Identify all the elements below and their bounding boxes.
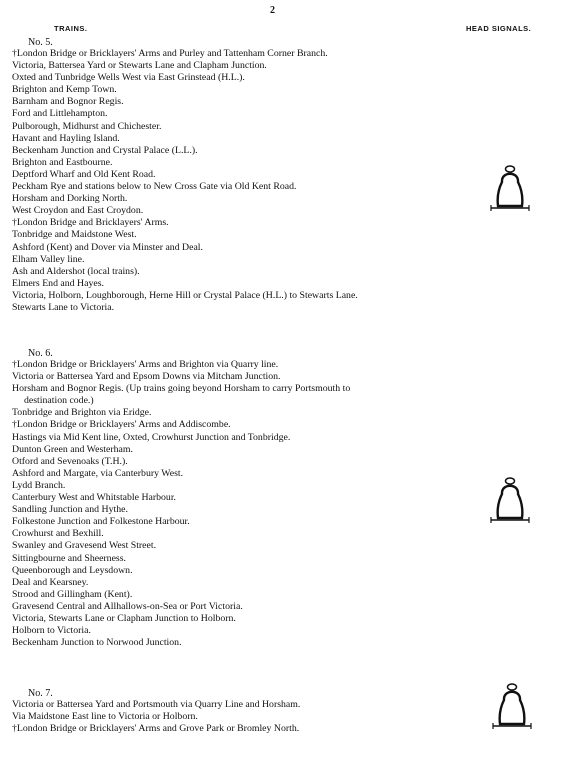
train-line: Strood and Gillingham (Kent).: [12, 588, 133, 600]
train-line: Victoria, Stewarts Lane or Clapham Junction to Holborn.: [12, 612, 236, 624]
train-line: Gravesend Central and Allhallows-on-Sea or Port Victoria.: [12, 600, 243, 612]
train-line: Via Maidstone East line to Victoria or Holborn.: [12, 711, 198, 723]
train-line: Elmers End and Hayes.: [12, 277, 104, 289]
train-line: Brighton and Kemp Town.: [12, 84, 117, 96]
train-line: Ash and Aldershot (local trains).: [12, 265, 140, 277]
train-line: Brighton and Eastbourne.: [12, 156, 113, 168]
train-line: Ashford (Kent) and Dover via Minster and Deal.: [12, 241, 203, 253]
train-line: Elham Valley line.: [12, 253, 85, 265]
train-line: Ford and Littlehampton.: [12, 108, 108, 120]
train-line: Pulborough, Midhurst and Chichester.: [12, 120, 162, 132]
train-line: Beckenham Junction and Crystal Palace (L.L.).: [12, 144, 198, 156]
train-line: Victoria or Battersea Yard and Epsom Downs via Mitcham Junction.: [12, 371, 281, 383]
train-line: West Croydon and East Croydon.: [12, 205, 144, 217]
train-line: Folkestone Junction and Folkestone Harbour.: [12, 516, 190, 528]
train-line: Tonbridge and Maidstone West.: [12, 229, 137, 241]
section-title: No. 7.: [28, 688, 53, 699]
train-line: Swanley and Gravesend West Street.: [12, 540, 157, 552]
trains-column-header: TRAINS.: [54, 24, 88, 33]
train-line: Stewarts Lane to Victoria.: [12, 301, 115, 313]
section-no-6: [12, 348, 482, 649]
train-line: Oxted and Tunbridge Wells West via East Grinstead (H.L.).: [12, 72, 245, 84]
head-signals-column-header: HEAD SIGNALS.: [466, 24, 532, 33]
train-line: Lydd Branch.: [12, 479, 66, 491]
train-line: Hastings via Mid Kent line, Oxted, Crowhurst Junction and Tonbridge.: [12, 431, 291, 443]
train-line: Deal and Kearsney.: [12, 576, 89, 588]
section-title: No. 5.: [28, 37, 53, 48]
train-line: Ashford and Margate, via Canterbury West.: [12, 467, 184, 479]
train-line: Barnham and Bognor Regis.: [12, 96, 124, 108]
train-line: †London Bridge or Bricklayers' Arms and Brighton via Quarry line.: [12, 359, 279, 370]
train-line: Horsham and Dorking North.: [12, 193, 128, 205]
train-line: Peckham Rye and stations below to New Cross Gate via Old Kent Road.: [12, 181, 297, 193]
train-list: [12, 48, 482, 314]
train-line: †London Bridge or Bricklayers' Arms and Purley and Tattenham Corner Branch.: [12, 48, 328, 59]
train-line-continuation: destination code.): [24, 395, 94, 407]
train-line: Tonbridge and Brighton via Eridge.: [12, 407, 152, 419]
train-line: Victoria or Battersea Yard and Portsmouth via Quarry Line and Horsham.: [12, 699, 301, 710]
train-line: Sittingbourne and Sheerness.: [12, 552, 127, 564]
train-line: Sandling Junction and Hythe.: [12, 504, 128, 516]
section-no-5: [12, 37, 482, 314]
train-line: Canterbury West and Whitstable Harbour.: [12, 492, 176, 504]
train-line: Beckenham Junction to Norwood Junction.: [12, 637, 182, 649]
head-signal-lamp-icon-no-7: [490, 680, 534, 742]
section-title: No. 6.: [28, 348, 53, 359]
train-line: Crowhurst and Bexhill.: [12, 528, 104, 540]
train-line: †London Bridge and Bricklayers' Arms.: [12, 217, 169, 229]
train-line: †London Bridge or Bricklayers' Arms and Grove Park or Bromley North.: [12, 723, 300, 735]
head-signal-lamp-icon-no-5: [488, 162, 532, 224]
train-line: Holborn to Victoria.: [12, 625, 91, 637]
head-signal-lamp-icon-no-6: [488, 474, 532, 536]
train-line: Victoria, Battersea Yard or Stewarts Lane and Clapham Junction.: [12, 60, 267, 72]
train-line: Queenborough and Leysdown.: [12, 564, 133, 576]
section-no-7: [12, 688, 482, 735]
train-line: Havant and Hayling Island.: [12, 132, 120, 144]
train-line: Deptford Wharf and Old Kent Road.: [12, 168, 156, 180]
train-list: [12, 359, 482, 649]
train-line: †London Bridge or Bricklayers' Arms and Addiscombe.: [12, 419, 231, 431]
train-line: Dunton Green and Westerham.: [12, 443, 133, 455]
page-number: 2: [270, 5, 275, 16]
train-line: Otford and Sevenoaks (T.H.).: [12, 455, 128, 467]
train-line: Victoria, Holborn, Loughborough, Herne Hill or Crystal Palace (H.L.) to Stewarts Lane.: [12, 289, 358, 301]
train-list: [12, 699, 482, 735]
train-line: Horsham and Bognor Regis. (Up trains going beyond Horsham to carry Portsmouth to: [12, 383, 351, 395]
